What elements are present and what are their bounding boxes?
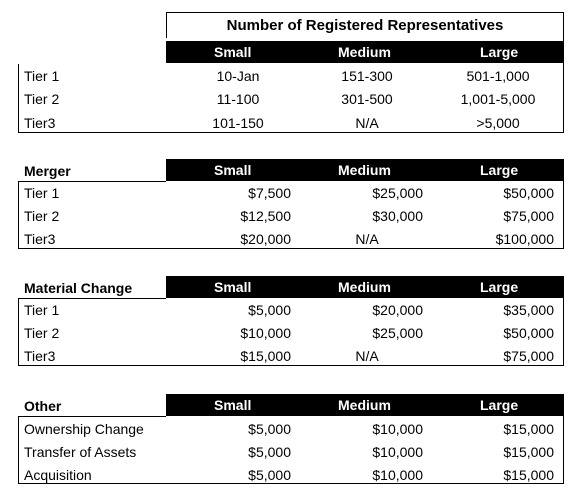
row-label: Tier 1 bbox=[24, 302, 60, 318]
column-header-small: Small bbox=[214, 44, 252, 60]
cell-value: N/A bbox=[355, 348, 379, 364]
cell-value: 101-150 bbox=[212, 115, 264, 131]
table-title: Number of Registered Representatives bbox=[166, 12, 564, 38]
cell-value: $5,000 bbox=[248, 302, 291, 318]
cell-value: $15,000 bbox=[503, 444, 554, 460]
row-label: Transfer of Assets bbox=[24, 444, 137, 460]
column-header-medium: Medium bbox=[338, 279, 391, 295]
section-underline bbox=[18, 416, 166, 417]
column-header-large: Large bbox=[480, 162, 519, 178]
header-band bbox=[166, 394, 564, 416]
cell-value: $25,000 bbox=[372, 185, 423, 201]
row-label: Tier3 bbox=[24, 348, 56, 364]
cell-value: $12,500 bbox=[240, 208, 291, 224]
cell-value: N/A bbox=[355, 231, 379, 247]
row-label: Tier 1 bbox=[24, 68, 60, 84]
cell-value: $50,000 bbox=[503, 185, 554, 201]
cell-value: 501-1,000 bbox=[466, 68, 530, 84]
cell-value: $10,000 bbox=[372, 444, 423, 460]
row-label: Tier 2 bbox=[24, 91, 60, 107]
right-border bbox=[563, 394, 564, 484]
section-title: Other bbox=[24, 398, 62, 414]
header-band bbox=[166, 276, 564, 298]
cell-value: $5,000 bbox=[248, 444, 291, 460]
header-band bbox=[166, 41, 564, 63]
section-title: Material Change bbox=[24, 280, 133, 296]
column-header-large: Large bbox=[480, 397, 519, 413]
cell-value: $35,000 bbox=[503, 302, 554, 318]
cell-value: $10,000 bbox=[372, 421, 423, 437]
column-header-large: Large bbox=[480, 44, 519, 60]
cell-value: $20,000 bbox=[240, 231, 291, 247]
cell-value: >5,000 bbox=[476, 115, 520, 131]
left-border bbox=[18, 64, 19, 133]
cell-value: $15,000 bbox=[503, 421, 554, 437]
row-label: Ownership Change bbox=[24, 421, 144, 437]
row-label: Tier3 bbox=[24, 115, 56, 131]
cell-value: 301-500 bbox=[341, 91, 393, 107]
cell-value: $7,500 bbox=[248, 185, 291, 201]
column-header-medium: Medium bbox=[338, 162, 391, 178]
right-border bbox=[563, 276, 564, 366]
column-header-small: Small bbox=[214, 279, 252, 295]
cell-value: $30,000 bbox=[372, 208, 423, 224]
cell-value: $10,000 bbox=[240, 325, 291, 341]
column-header-small: Small bbox=[214, 397, 252, 413]
cell-value: $5,000 bbox=[248, 421, 291, 437]
cell-value: $75,000 bbox=[503, 348, 554, 364]
cell-value: $10,000 bbox=[372, 467, 423, 483]
column-header-medium: Medium bbox=[338, 44, 391, 60]
cell-value: 1,001-5,000 bbox=[460, 91, 536, 107]
cell-value: $20,000 bbox=[372, 302, 423, 318]
left-border bbox=[18, 181, 19, 249]
cell-value: 10-Jan bbox=[216, 68, 260, 84]
right-border bbox=[563, 159, 564, 249]
row-label: Tier3 bbox=[24, 231, 56, 247]
cell-value: $25,000 bbox=[372, 325, 423, 341]
cell-value: $75,000 bbox=[503, 208, 554, 224]
row-label: Tier 2 bbox=[24, 325, 60, 341]
section-title: Merger bbox=[24, 163, 71, 179]
header-band bbox=[166, 159, 564, 181]
left-border bbox=[18, 298, 19, 366]
row-label: Tier 2 bbox=[24, 208, 60, 224]
row-label: Tier 1 bbox=[24, 185, 60, 201]
cell-value: $15,000 bbox=[503, 467, 554, 483]
left-border bbox=[18, 416, 19, 484]
cell-value: N/A bbox=[355, 115, 379, 131]
cell-value: 151-300 bbox=[341, 68, 393, 84]
cell-value: 11-100 bbox=[216, 91, 260, 107]
row-label: Acquisition bbox=[24, 467, 92, 483]
right-border bbox=[563, 12, 564, 133]
cell-value: $50,000 bbox=[503, 325, 554, 341]
cell-value: $100,000 bbox=[495, 231, 554, 247]
column-header-small: Small bbox=[214, 162, 252, 178]
cell-value: $15,000 bbox=[240, 348, 291, 364]
column-header-large: Large bbox=[480, 279, 519, 295]
cell-value: $5,000 bbox=[248, 467, 291, 483]
column-header-medium: Medium bbox=[338, 397, 391, 413]
